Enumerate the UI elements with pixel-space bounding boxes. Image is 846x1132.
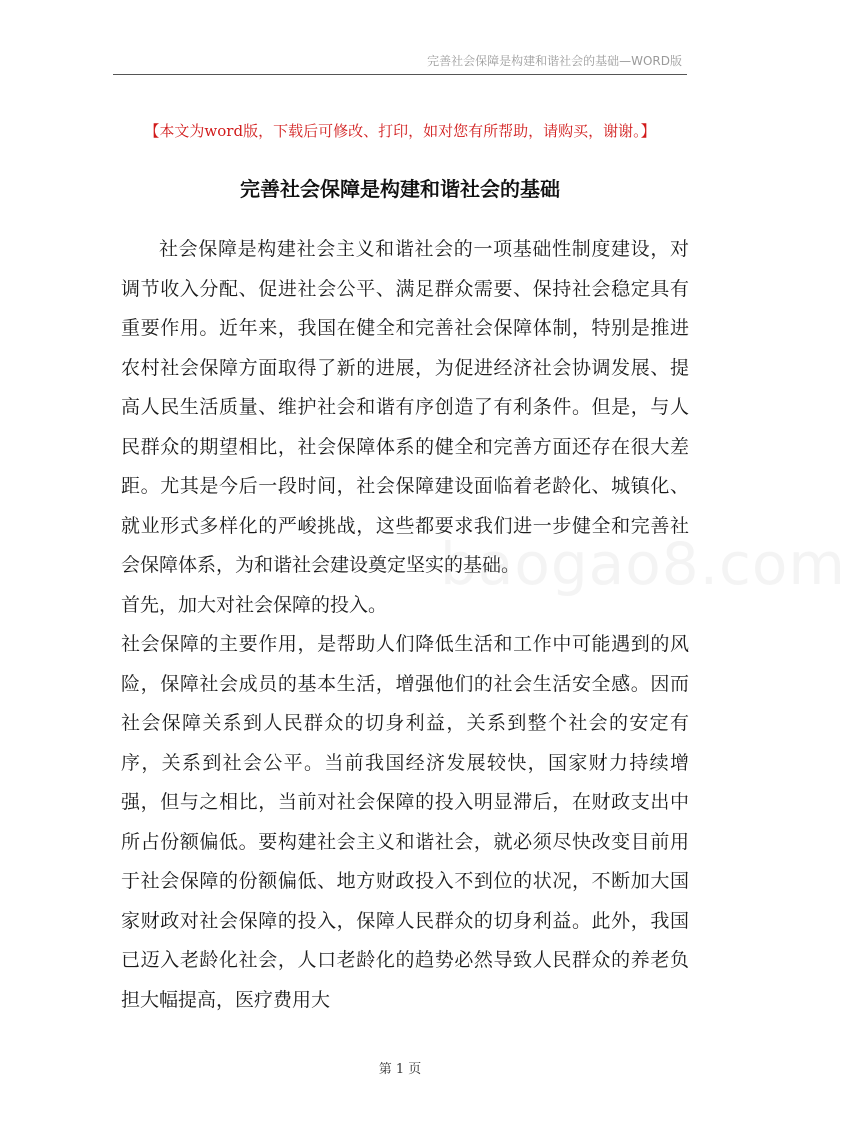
header-divider bbox=[113, 74, 687, 75]
watermark: baogao8.com bbox=[440, 530, 846, 598]
page-number: 第 1 页 bbox=[378, 1062, 422, 1077]
document-body bbox=[121, 230, 689, 1020]
paragraph-heading-first: 首先，加大对社会保障的投入。 bbox=[121, 593, 388, 616]
running-header: 完善社会保障是构建和谐社会的基础—WORD版 bbox=[427, 54, 682, 68]
paragraph-intro: 社会保障是构建社会主义和谐社会的一项基础性制度建设，对调节收入分配、促进社会公平、满足群众需要、保持社会稳定具有重要作用。近年来，我国在健全和完善社会保障体制，特别是推进农村社会保障方面取得了新的进展，为促进经济社会协调发展、提高人民生活质量、维护社会和谐有序创造了有利条件。但是，与人民群众的期望相比，社会保障体系的健全和完善方面还存在很大差距。尤其是今后一段时间，社会保障建设面临着老龄化、城镇化、就业形式多样化的严峻挑战，这些都要求我们进一步健全和完善社会保障体系，为和谐社会建设奠定坚实的基础。 bbox=[121, 238, 689, 576]
download-notice: 【本文为word版，下载后可修改、打印，如对您有所帮助，请购买，谢谢。】 bbox=[144, 122, 656, 140]
paragraph-body: 社会保障的主要作用，是帮助人们降低生活和工作中可能遇到的风险，保障社会成员的基本生活，增强他们的社会生活安全感。因而社会保障关系到人民群众的切身利益，关系到整个社会的安定有序，关系到社会公平。当前我国经济发展较快，国家财力持续增强，但与之相比，当前对社会保障的投入明显滞后，在财政支出中所占份额偏低。要构建社会主义和谐社会，就必须尽快改变目前用于社会保障的份额偏低、地方财政投入不到位的状况，不断加大国家财政对社会保障的投入，保障人民群众的切身利益。此外，我国已迈入老龄化社会，人口老龄化的趋势必然导致人民群众的养老负担大幅提高，医疗费用大 bbox=[121, 633, 689, 1011]
document-title: 完善社会保障是构建和谐社会的基础 bbox=[240, 177, 560, 201]
